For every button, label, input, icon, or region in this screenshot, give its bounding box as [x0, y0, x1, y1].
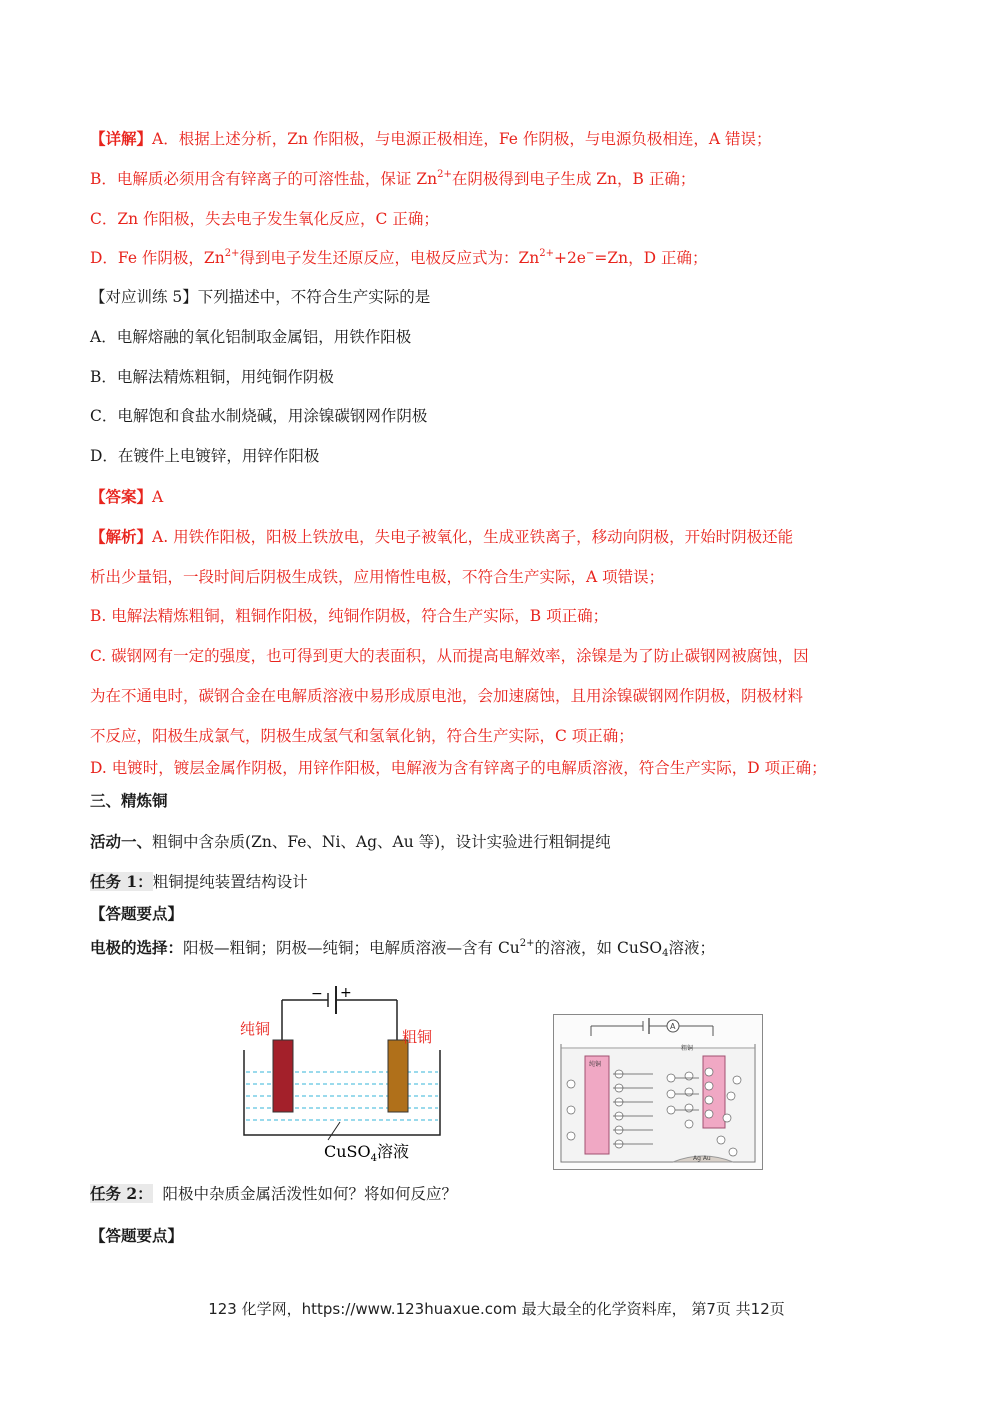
page-footer: 123 化学网，https://www.123huaxue.com 最大最全的化学资料库， 第7页 共12页 [208, 1300, 785, 1318]
analysis-b: B. 电解法精炼粗铜，粗铜作阳极，纯铜作阴极，符合生产实际，B 项正确； [90, 607, 609, 625]
option-a: A．电解熔融的氧化铝制取金属铝，用铁作阳极 [90, 328, 412, 346]
option-c: C．电解饱和食盐水制烧碱，用涂镍碳钢网作阴极 [90, 407, 428, 425]
analysis-d: D. 电镀时，镀层金属作阴极，用锌作阳极，电解液为含有锌离子的电解质溶液，符合生产实际，D 项正确； [90, 759, 827, 777]
task2-line: 任务 2： 阳极中杂质金属活泼性如何？将如何反应？ [90, 1184, 458, 1203]
crude-copper-label: 粗铜 [402, 1028, 433, 1046]
svg-text:Ag Au: Ag Au [693, 1155, 711, 1162]
plus-sign: + [340, 985, 352, 1001]
detail-line-a: 【详解】A．根据上述分析，Zn 作阳极，与电源正极相连，Fe 作阴极，与电源负极相连，A 错误； [90, 129, 772, 148]
answer-tag: 【答案】 [90, 487, 153, 506]
option-b: B．电解法精炼粗铜，用纯铜作阴极 [90, 368, 334, 386]
analysis-c2: 为在不通电时，碳钢合金在电解质溶液中易形成原电池，会加速腐蚀，且用涂镍碳钢网作阴极，阴极材料 [90, 687, 804, 705]
analysis-tag: 【解析】 [90, 527, 153, 546]
crude-copper-electrode [388, 1040, 408, 1112]
analysis-a2: 析出少量铝，一段时间后阴极生成铁，应用惰性电极，不符合生产实际，A 项错误； [90, 568, 665, 586]
question-stem: 【对应训练 5】下列描述中，不符合生产实际的是 [90, 288, 431, 306]
activity-line: 活动一、粗铜中含杂质(Zn、Fe、Ni、Ag、Au 等)，设计实验进行粗铜提纯 [90, 832, 611, 851]
pure-copper-electrode [273, 1040, 293, 1112]
task2-label: 任务 2： [90, 1184, 153, 1203]
key-points-heading: 【答题要点】 [90, 904, 184, 923]
detail-tag: 【详解】 [90, 129, 153, 148]
option-d: D．在镀件上电镀锌，用锌作阳极 [90, 447, 320, 465]
answer-value: A [152, 488, 164, 506]
svg-text:纯铜: 纯铜 [589, 1061, 602, 1068]
pure-copper-label: 纯铜 [240, 1020, 271, 1038]
detail-line-d: D．Fe 作阴极，$Zn^{2+}$得到电子发生还原反应，电极反应式为：$Zn^{2+}+2e^-=Zn$，D 正确； [90, 248, 708, 267]
electrode-line: 电极的选择：阳极—粗铜；阴极—纯铜；电解质溶液—含有 $Cu^{2+}$的溶液，如 CuSO$_4$溶液； [90, 938, 716, 959]
solution-label: CuSO$_4$溶液 [324, 1142, 410, 1164]
minus-sign: − [311, 986, 323, 1002]
svg-text:A: A [670, 1022, 676, 1031]
analysis-a1: 【解析】A. 用铁作阳极，阳极上铁放电，失电子被氧化，生成亚铁离子，移动向阴极，开始时阴极还能 [90, 527, 794, 546]
svg-text:粗铜: 粗铜 [681, 1045, 694, 1052]
figure-refining-detail [553, 1014, 763, 1170]
pure-copper-plate [585, 1056, 609, 1154]
key-points-heading-2: 【答题要点】 [90, 1226, 184, 1245]
analysis-c3: 不反应，阳极生成氯气，阴极生成氢气和氢氧化钠，符合生产实际，C 项正确； [90, 727, 634, 745]
task1-line: 任务 1：粗铜提纯装置结构设计 [90, 872, 308, 891]
task1-label: 任务 1： [90, 872, 153, 891]
analysis-c1: C. 碳钢网有一定的强度，也可得到更大的表面积，从而提高电解效率，涂镍是为了防止碳钢网被腐蚀，因 [90, 647, 809, 665]
figure-electrolysis-cell [232, 980, 452, 1165]
detail-line-b: B．电解质必须用含有锌离子的可溶性盐，保证 $Zn^{2+}$在阴极得到电子生成 Zn，B 正确； [90, 169, 696, 188]
section-title: 三、精炼铜 [90, 791, 168, 810]
detail-line-c: C．Zn 作阳极，失去电子发生氧化反应，C 正确； [90, 210, 439, 228]
answer-line [90, 486, 933, 508]
